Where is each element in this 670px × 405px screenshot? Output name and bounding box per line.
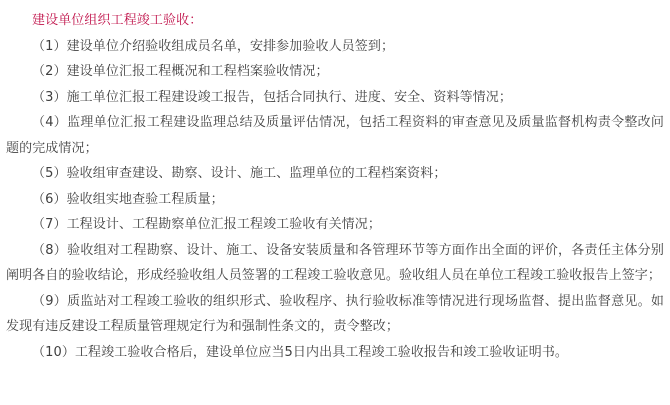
list-item-6: （6）验收组实地查验工程质量；	[32, 191, 224, 207]
list-item-8: （8）验收组对工程勘察、设计、施工、设备安装质量和各管理环节等方面作出全面的评价，各责任主体分别阐明各自的验收结论，形成经验收组人员签署的工程竣工验收意见。验收组人员在单位工程竣工验收报告上签字；	[6, 242, 664, 283]
section-heading: 建设单位组织工程竣工验收：	[32, 13, 203, 28]
list-item-3: （3）施工单位汇报工程建设竣工报告，包括合同执行、进度、安全、资料等情况；	[32, 89, 512, 105]
list-item-1: （1）建设单位介绍验收组成员名单，安排参加验收人员签到；	[32, 38, 395, 54]
list-item-7: （7）工程设计、工程勘察单位汇报工程竣工验收有关情况；	[32, 217, 381, 232]
list-item-10: （10）工程竣工验收合格后，建设单位应当5日内出具工程竣工验收报告和竣工验收证明书。	[32, 344, 569, 360]
list-item-2: （2）建设单位汇报工程概况和工程档案验收情况；	[32, 64, 329, 79]
list-item-4: （4）监理单位汇报工程建设监理总结及质量评估情况，包括工程资料的审查意见及质量监督机构责令整改问题的完成情况；	[6, 115, 664, 156]
list-item-5: （5）验收组审查建设、勘察、设计、施工、监理单位的工程档案资料；	[32, 166, 447, 181]
list-item-9: （9）质监站对工程竣工验收的组织形式、验收程序、执行验收标准等情况进行现场监督、提出监督意见。如发现有违反建设工程质量管理规定行为和强制性条文的，责令整改；	[6, 293, 664, 334]
